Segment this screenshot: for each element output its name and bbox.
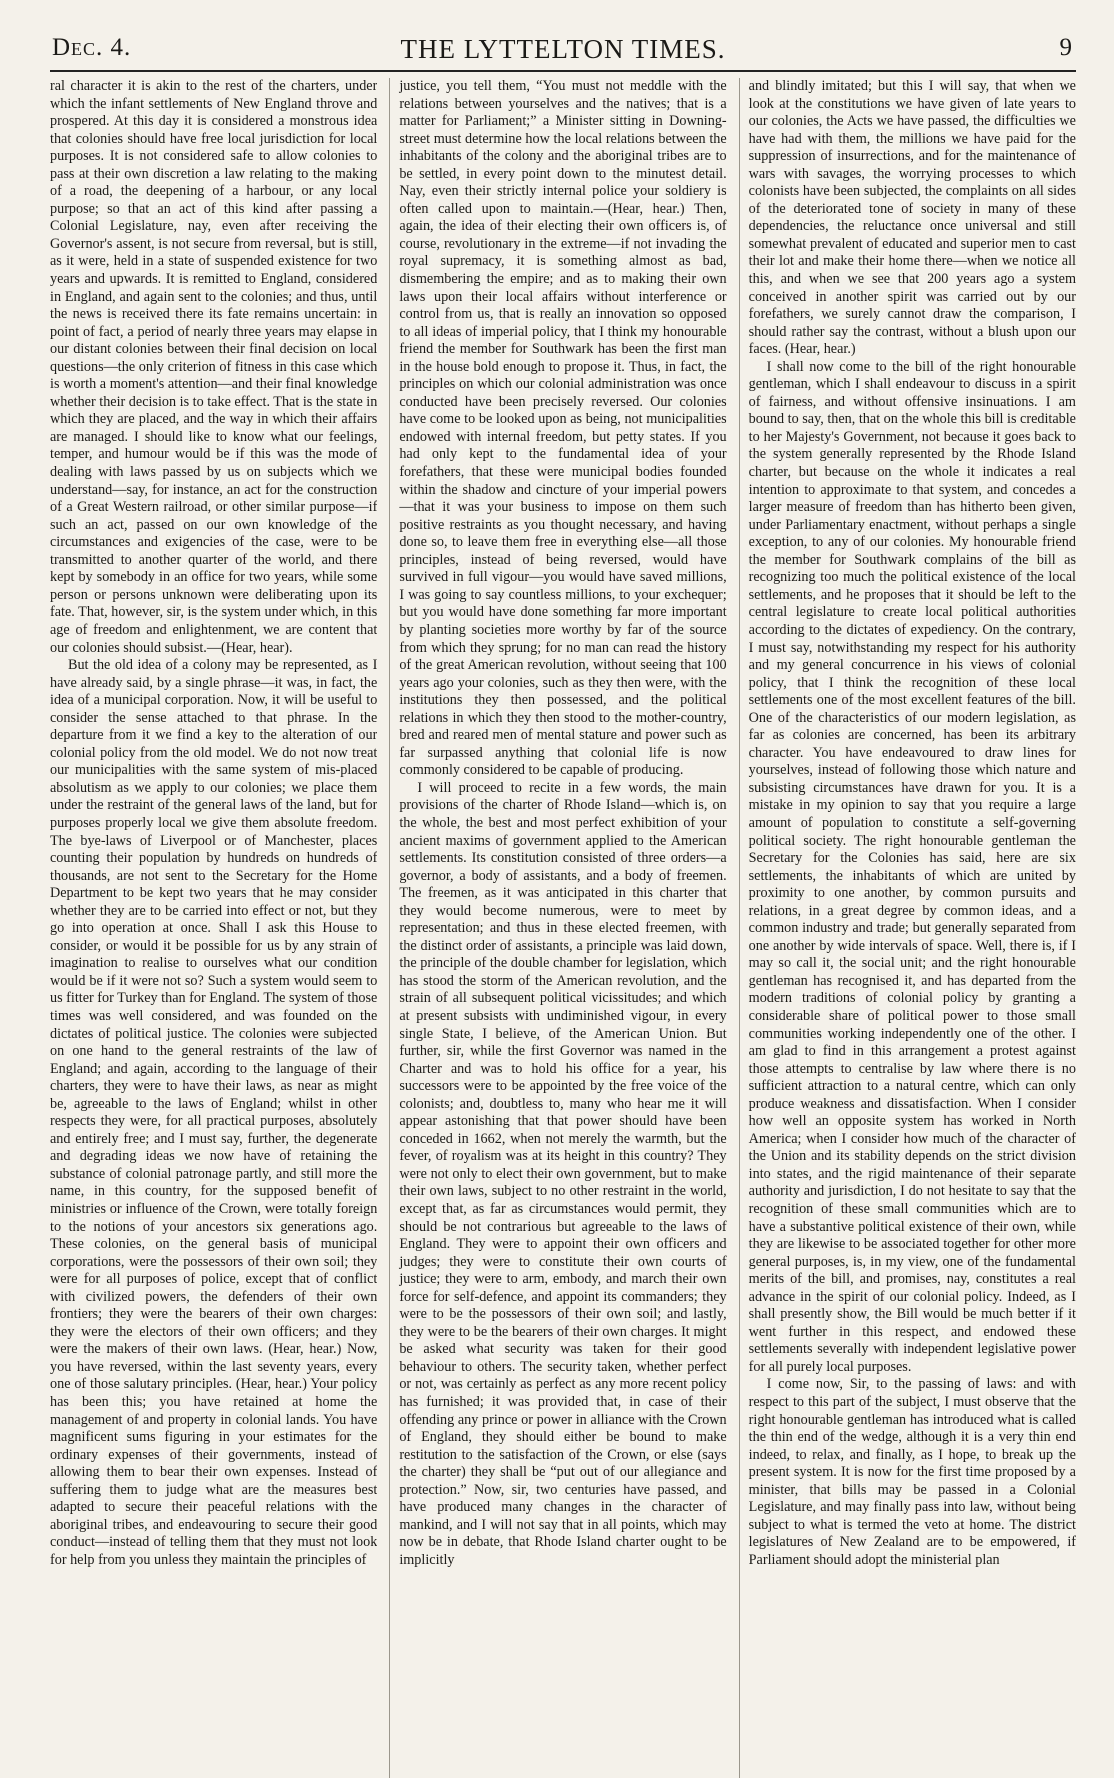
article-columns — [50, 78, 1076, 1778]
column-2 — [389, 78, 726, 1778]
column-3 — [739, 78, 1076, 1778]
column-1 — [50, 78, 377, 1778]
masthead — [50, 30, 1076, 72]
newspaper-title: THE LYTTELTON TIMES. — [400, 34, 726, 64]
paragraph: I come now, Sir, to the passing of laws: and with respect to this part of the subject, I must observe that the right honourable gentleman has introduced what is called the thin end of the wedge, although it is a very thin end indeed, to relax, and finally, as I hope, to break up the present system. It is now for the first time proposed by a minister, that bills may be passed in a Colonial Legislature, and may finally pass into law, without being subject to what is termed the veto at home. The district legislatures of New Zealand are to be empowered, if Parliament should adopt the ministerial plan — [748, 1376, 1076, 1568]
paragraph: I shall now come to the bill of the right honourable gentleman, which I shall endeavour to discuss in a spirit of fairness, and without offensive insinuations. I am bound to say, then, that on the whole this bill is creditable to her Majesty's Government, not because it goes back to the system generally represented by the Rhode Island charter, but because on the whole it indicates a real intention to approximate to that system, and concedes a larger measure of freedom than has hitherto been given, under Parliamentary enactment, without perhaps a single exception, to any of our colonies. My honourable friend the member for Southwark complains of the bill as recognizing too much the political existence of the local settlements, and he proposes that it should be left to the central legislature to create local political authorities according to the dictates of expediency. On the contrary, I must say, notwithstanding my respect for his authority and my general concurrence in his views of colonial policy, that I think the recognition of these local settlements one of the most excellent features of the bill. One of the characteristics of our modern legislation, as far as colonies are concerned, has been its arbitrary character. You have endeavoured to draw lines for yourselves, instead of following those which nature and subsisting circumstances have drawn for you. It is a mistake in my opinion to say that you require a large amount of population to constitute a self-governing political society. The right honourable gentleman the Secretary for the Colonies has said, here are six settlements, the inhabitants of which are united by proximity to one another, by common pursuits and relations, in a great degree by common ideas, and a common industry and trade; but generally separated from one another by wide intervals of space. Well, there is, if I may so call it, the social unit; and the right honourable gentleman has recognised it, and has departed from the modern traditions of colonial policy by granting a considerable share of political power to those small communities working independently one of the other. I am glad to find in this arrangement a protest against those attempts to centralise by law where there is no sufficient attraction to a natural centre, which can only produce weakness and dissatisfaction. When I consider how well an opposite system has worked in North America; when I consider how much of the character of the Union and its stability depends on the strict division into states, and the rigid maintenance of their separate authority and jurisdiction, I do not hesitate to say that the recognition of these small communities which are to have a substantive political existence of their own, while they are likewise to be associated together for other more general purposes, is, in my view, one of the fundamental merits of the bill, and promises, nay, constitutes a real advance in the spirit of our colonial policy. Indeed, as I shall presently show, the Bill would be much better if it went further in this respect, and endowed these settlements severally with independent legislative power for all purely local purposes. — [748, 358, 1076, 1375]
issue-date: Dec. 4. — [52, 34, 132, 61]
paragraph: But the old idea of a colony may be represented, as I have already said, by a single phrase—it was, in fact, the idea of a municipal corporation. Now, it will be useful to consider the sense attached to that phrase. In the departure from it we find a key to the alteration of our colonial policy from the old model. We do not now treat our municipalities with the same system of mis-placed absolutism as we apply to our colonies; we place them under the restraint of the general laws of the land, but for purposes properly local we give them absolute freedom. The bye-laws of Liverpool or of Manchester, places counting their population by hundreds on hundreds of thousands, are not sent to the Secretary for the Home Department to be kept two years that he may consider whether they are to be carried into effect or not, but they go into operation at once. Shall I ask this House to consider, or would it be possible for us by any strain of imagination to realise to ourselves what our condition would be if it were not so? Such a system would seem to us fitter for Turkey than for England. The system of those times was well considered, and was founded on the dictates of political justice. The colonies were subjected on one hand to the general restraints of the law of England; and again, according to the language of their charters, they were to have their laws, as near as might be, agreeable to the laws of England; whilst in other respects they were, for all practical purposes, absolutely and entirely free; and I must say, further, the degenerate and degrading ideas we now have of retaining the substance of colonial patronage partly, and still more the name, in this country, for the supposed benefit of ministries or influence of the Crown, were totally foreign to the notions of your ancestors six generations ago. These colonies, on the general basis of municipal corporations, were the possessors of their own soil; they were for all purposes of police, except that of conflict with civilized powers, the defenders of their own frontiers; they were the bearers of their own charges: they were the electors of their own officers; and they were the makers of their own laws. (Hear, hear.) Now, you have reversed, within the last seventy years, every one of those salutary principles. (Hear, hear.) Your policy has been this; you have retained at home the management of and property in colonial lands. You have magnificent sums figuring in your estimates for the ordinary expenses of their governments, instead of allowing them to bear their own expenses. Instead of suffering them to judge what are the measures best adapted to secure their peaceful relations with the aboriginal tribes, and endeavouring to secure their good conduct—instead of telling them that they must not look for help from you unless they maintain the principles of — [50, 657, 378, 1568]
paragraph: I will proceed to recite in a few words, the main provisions of the charter of Rhode Island—which is, on the whole, the best and most perfect exhibition of your ancient maxims of government applied to the American settlements. Its constitution consisted of three orders—a governor, a body of assistants, and a body of freemen. The freemen, as it was anticipated in this charter that they would become numerous, were to meet by representation; and thus in these elected freemen, with the distinct order of assistants, a principle was laid down, the principle of the double chamber for legislation, which has stood the storm of the American revolution, and the strain of all subsequent political vicissitudes; and which at present subsists with undiminished vigour, in every single State, I believe, of the American Union. But further, sir, while the first Governor was named in the Charter and was to hold his office for a year, his successors were to be appointed by the free voice of the colonists; and, doubtless to, many who hear me it will appear astonishing that that power should have been conceded in 1662, when not merely the warmth, but the fever, of royalism was at its height in this country? They were not only to elect their own government, but to make their own laws, subject to no other restraint in the world, except that, as far as circumstances would permit, they should be not contrarious but agreeable to the laws of England. They were to appoint their own officers and judges; they were to constitute their own courts of justice; they were to arm, embody, and march their own force for self-defence, and appoint its commanders; they were to be the possessors of their own soil; and lastly, they were to be the bearers of their own charges. It might be asked what security was taken for their good behaviour to others. The security taken, whether perfect or not, was certainly as perfect as any more recent policy has furnished; it was provided that, in case of their offending any prince or power in alliance with the Crown of England, they should either be bound to make restitution to the satisfaction of the Crown, or else (says the charter) they shall be “put out of our allegiance and protection.” Now, sir, two centuries have passed, and have produced many changes in the character of mankind, and I will not say that in all points, which may now be in debate, that Rhode Island charter ought to be implicitly — [399, 779, 727, 1568]
page-number: 9 — [1059, 34, 1072, 61]
paragraph: and blindly imitated; but this I will say, that when we look at the constitutions we have given of late years to our colonies, the Acts we have passed, the difficulties we have had with them, the millions we have paid for the suppression of insurrections, and for the maintenance of wars with savages, the worrying processes to which colonists have been subjected, the complaints on all sides of the deteriorated tone of society in many of these dependencies, the reluctance once universal and still somewhat prevalent of educated and superior men to cast their lot and make their home there—when we notice all this, and when we see that 200 years ago a system conceived in another spirit was carried out by our forefathers, we surely cannot draw the comparison, I should rather say the contrast, without a blush upon our faces. (Hear, hear.) — [748, 78, 1076, 358]
paragraph: justice, you tell them, “You must not meddle with the relations between yourselves and the natives; that is a matter for Parliament;” a Minister sitting in Downing-street must determine how the local relations between the inhabitants of the colony and the aboriginal tribes are to be settled, in every point down to the minutest detail. Nay, even their strictly internal police your soldiery is often called upon to maintain.—(Hear, hear.) Then, again, the idea of their electing their own officers is, of course, revolutionary in the extreme—if not invading the royal supremacy, it is something almost as bad, dismembering the empire; and as to making their own laws upon their local affairs without interference or control from us, that is really an innovation so opposed to all ideas of imperial policy, that I think my honourable friend the member for Southwark has been the first man in the house bold enough to propose it. Thus, in fact, the principles on which our colonial administration was once conducted have been precisely reversed. Our colonies have come to be looked upon as being, not municipalities endowed with internal freedom, but petty states. If you had only kept to the fundamental idea of your forefathers, that these were municipal bodies founded within the shadow and cincture of your imperial powers—that it was your business to impose on them such positive restraints as you thought necessary, and having done so, to leave them free in everything else—all those principles, instead of being reversed, would have survived in full vigour—you would have saved millions, I was going to say countless millions, to your exchequer; but you would have done something far more important by planting societies more worthy by far of the source from which they sprung; for no man can read the history of the great American revolution, without seeing that 100 years ago your colonies, such as they then were, with the institutions they then possessed, and the political relations in which they then stood to the mother-country, bred and reared men of mental stature and power such as far surpassed anything that colonial life is now commonly considered to be capable of producing. — [399, 78, 727, 779]
paragraph: ral character it is akin to the rest of the charters, under which the infant settlements of New England throve and prospered. At this day it is considered a monstrous idea that colonies should have free local jurisdiction for local purposes. It is not considered safe to allow colonies to pass at their own discretion a law relating to the making of a road, the deepening of a harbour, or any local purpose; so that an act of this kind after passing a Colonial Legislature, nay, even after receiving the Governor's assent, is not secure from reversal, but is still, as it were, held in a state of suspended existence for two years and upwards. It is remitted to England, considered in England, and again sent to the colonies; and thus, until the news is received there its fate remains uncertain: in point of fact, a period of nearly three years may elapse in our distant colonies between their final decision on local questions—the only criterion of fitness in this case which is worth a moment's attention—and their final knowledge whether their decision is to take effect. That is the state in which they are placed, and the way in which their affairs are managed. I should like to know what our feelings, temper, and humour would be if this was the mode of dealing with laws passed by us on subjects which we understand—say, for instance, an act for the construction of a Great Western railroad, or other similar purpose—if such an act, passed on our own knowledge of the circumstances and exigencies of the case, were to be transmitted to another quarter of the world, and there kept by somebody in an office for two years, while some person or persons unknown were deliberating upon its fate. That, however, sir, is the system under which, in this age of freedom and enlightenment, we are content that our colonies should subsist.—(Hear, hear). — [50, 78, 378, 656]
